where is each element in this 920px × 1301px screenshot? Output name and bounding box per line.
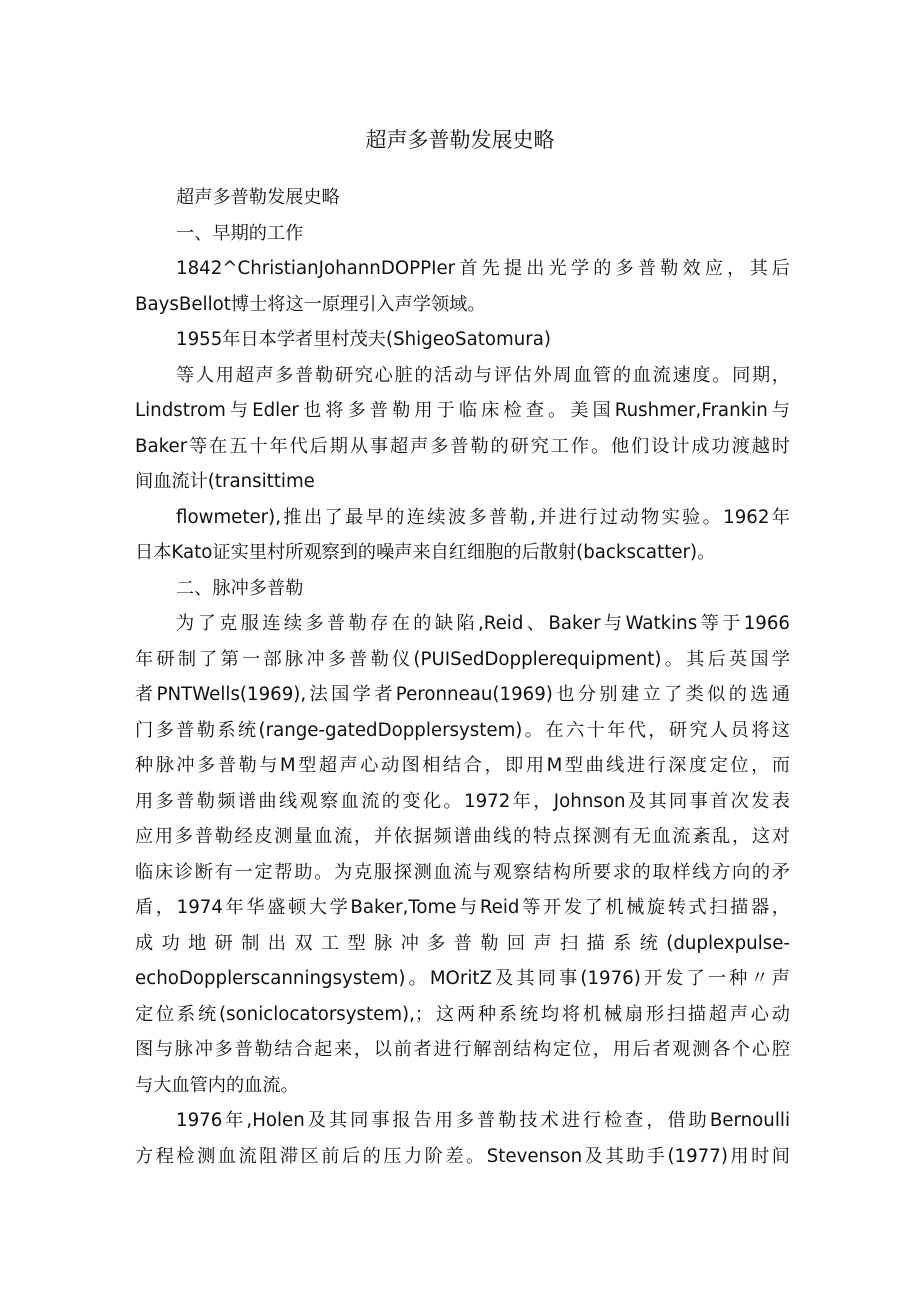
body-line: echoDopplerscanningsystem)。MOritZ及其同事(1976)开发了一种〃声	[135, 968, 790, 989]
body-line: 门多普勒系统(range-gatedDopplersystem)。在六十年代，研究人员将这	[135, 719, 790, 741]
body-line: 日本Kato证实里村所观察到的噪声来自红细胞的后散射(backscatter)。	[135, 542, 716, 563]
body-line: 盾，1974年华盛顿大学Baker,Tome与Reid等开发了机械旋转式扫描器，	[135, 897, 790, 918]
body-line: 间血流计(transittime	[135, 471, 315, 492]
body-line: 图与脉冲多普勒结合起来，以前者进行解剖结构定位，用后者观测各个心腔	[135, 1039, 790, 1060]
body-line: Lindstrom与Edler也将多普勒用于临床检查。美国Rushmer,Frankin与	[135, 400, 790, 421]
body-line: 种脉冲多普勒与M型超声心动图相结合，即用M型曲线进行深度定位，而	[135, 755, 790, 776]
body-line: 1955年日本学者里村茂夫(ShigeoSatomura)	[176, 329, 551, 350]
body-line: 成功地研制出双工型脉冲多普勒回声扫描系统(duplexpulse-	[135, 932, 790, 954]
body-line: 为了克服连续多普勒存在的缺陷,Reid、Baker与Watkins等于1966	[176, 613, 790, 634]
body-line: 应用多普勒经皮测量血流，并依据频谱曲线的特点探测有无血流紊乱，这对	[135, 826, 790, 847]
body-line: 等人用超声多普勒研究心脏的活动与评估外周血管的血流速度。同期，	[176, 364, 790, 386]
body-line: 与大血管内的血流。	[135, 1074, 299, 1096]
body-line: 临床诊断有一定帮助。为克服探测血流与观察结构所要求的取样线方向的矛	[135, 861, 790, 883]
document-title: 超声多普勒发展史略	[365, 128, 555, 152]
body-line: BaysBellot博士将这一原理引入声学领域。	[135, 293, 486, 315]
document-body	[135, 180, 790, 1174]
body-line: 1976年,Holen及其同事报告用多普勒技术进行检查，借助Bernoulli	[176, 1110, 790, 1131]
body-line: 年研制了第一部脉冲多普勒仪(PUISedDopplerequipment)。其后英国学	[135, 648, 790, 670]
body-line: 方程检测血流阻滞区前后的压力阶差。Stevenson及其助手(1977)用时间	[135, 1145, 790, 1167]
body-line: 者PNTWells(1969),法国学者Peronneau(1969)也分别建立了类似的选通	[135, 684, 790, 705]
body-line: 超声多普勒发展史略	[176, 187, 340, 208]
body-line: 用多普勒频谱曲线观察血流的变化。1972年，Johnson及其同事首次发表	[135, 790, 790, 812]
section-heading: 一、早期的工作	[176, 222, 304, 244]
body-line: 定位系统(soniclocatorsystem),；这两种系统均将机械扇形扫描超声心动	[135, 1003, 790, 1025]
body-line: 1842^ChristianJohannDOPPIer首先提出光学的多普勒效应，其后	[176, 258, 790, 279]
body-line: flowmeter),推出了最早的连续波多普勒,并进行过动物实验。1962年	[176, 506, 790, 528]
section-heading: 二、脉冲多普勒	[176, 577, 304, 599]
body-line: Baker等在五十年代后期从事超声多普勒的研究工作。他们设计成功渡越时	[135, 435, 790, 457]
